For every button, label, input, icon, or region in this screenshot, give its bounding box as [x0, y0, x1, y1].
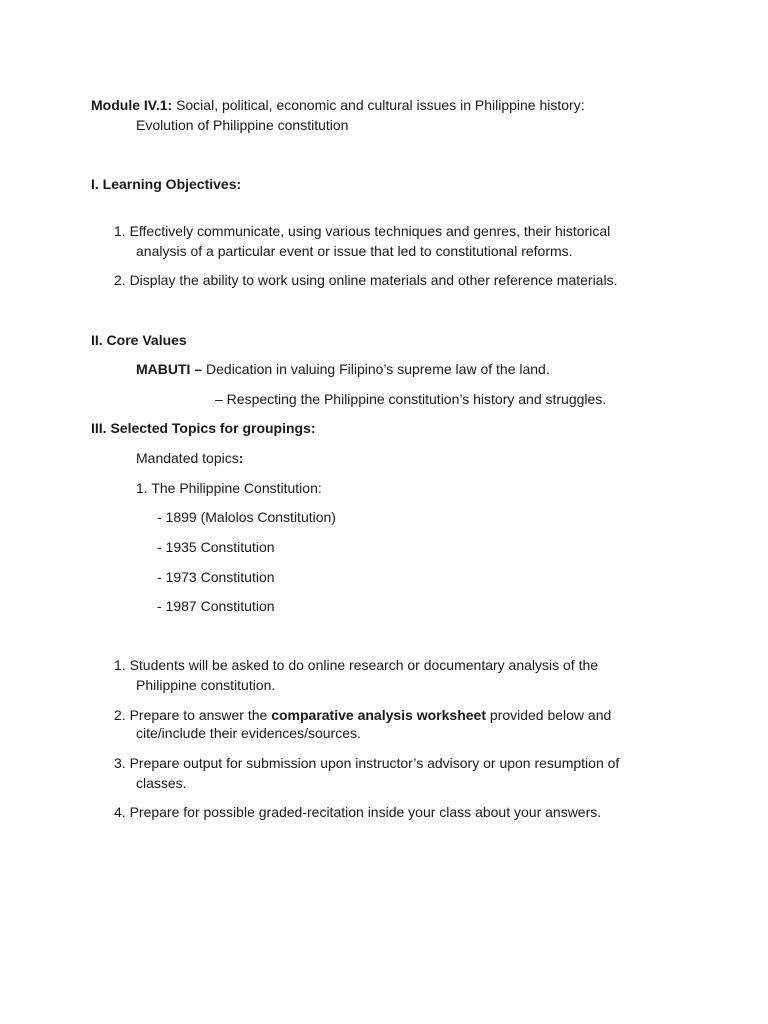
module-title-text: Social, political, economic and cultural issues in Philippine history:	[176, 97, 585, 113]
module-title-line2: Evolution of Philippine constitution	[136, 117, 349, 133]
objective-2: 2. Display the ability to work using online materials and other reference materials.	[114, 272, 618, 288]
mandated-topics-label	[136, 449, 243, 467]
objective-1-line2: analysis of a particular event or issue that led to constitutional reforms.	[136, 243, 573, 259]
instruction-1-line2: Philippine constitution.	[136, 677, 276, 693]
topic-sub-1935: - 1935 Constitution	[157, 539, 275, 555]
core-value-term: MABUTI –	[136, 361, 203, 377]
topic-sub-1987: - 1987 Constitution	[157, 598, 275, 614]
module-title-line1	[91, 96, 585, 114]
objectives-heading: I. Learning Objectives:	[91, 176, 242, 192]
instruction-4: 4. Prepare for possible graded-recitation inside your class about your answers.	[114, 804, 602, 820]
topics-heading: III. Selected Topics for groupings:	[91, 420, 316, 436]
instruction-2-post: provided below and	[485, 707, 612, 723]
instruction-2-line2: cite/include their evidences/sources.	[136, 725, 361, 741]
instruction-3-line1: 3. Prepare output for submission upon instructor’s advisory or upon resumption of	[114, 755, 620, 771]
topic-sub-1973: - 1973 Constitution	[157, 569, 275, 585]
instruction-1-line1: 1. Students will be asked to do online research or documentary analysis of the	[114, 657, 599, 673]
core-value-1-text: Dedication in valuing Filipino’s supreme law of the land.	[206, 361, 550, 377]
module-label: Module IV.1:	[91, 97, 173, 113]
topic-sub-1899: - 1899 (Malolos Constitution)	[157, 509, 336, 525]
core-value-1	[136, 360, 550, 378]
objective-1-line1: 1. Effectively communicate, using various techniques and genres, their historical	[114, 223, 611, 239]
core-value-2: – Respecting the Philippine constitution’s history and struggles.	[215, 391, 607, 407]
mandated-topics-colon: :	[238, 450, 244, 466]
mandated-topics-text: Mandated topics	[136, 450, 239, 466]
instruction-2-line1	[114, 706, 611, 724]
topic-item-1: 1. The Philippine Constitution:	[136, 480, 322, 496]
instruction-2-pre: 2. Prepare to answer the	[114, 707, 272, 723]
instruction-3-line2: classes.	[136, 775, 187, 791]
instruction-2-bold: comparative analysis worksheet	[271, 707, 486, 723]
core-values-heading: II. Core Values	[91, 332, 187, 348]
